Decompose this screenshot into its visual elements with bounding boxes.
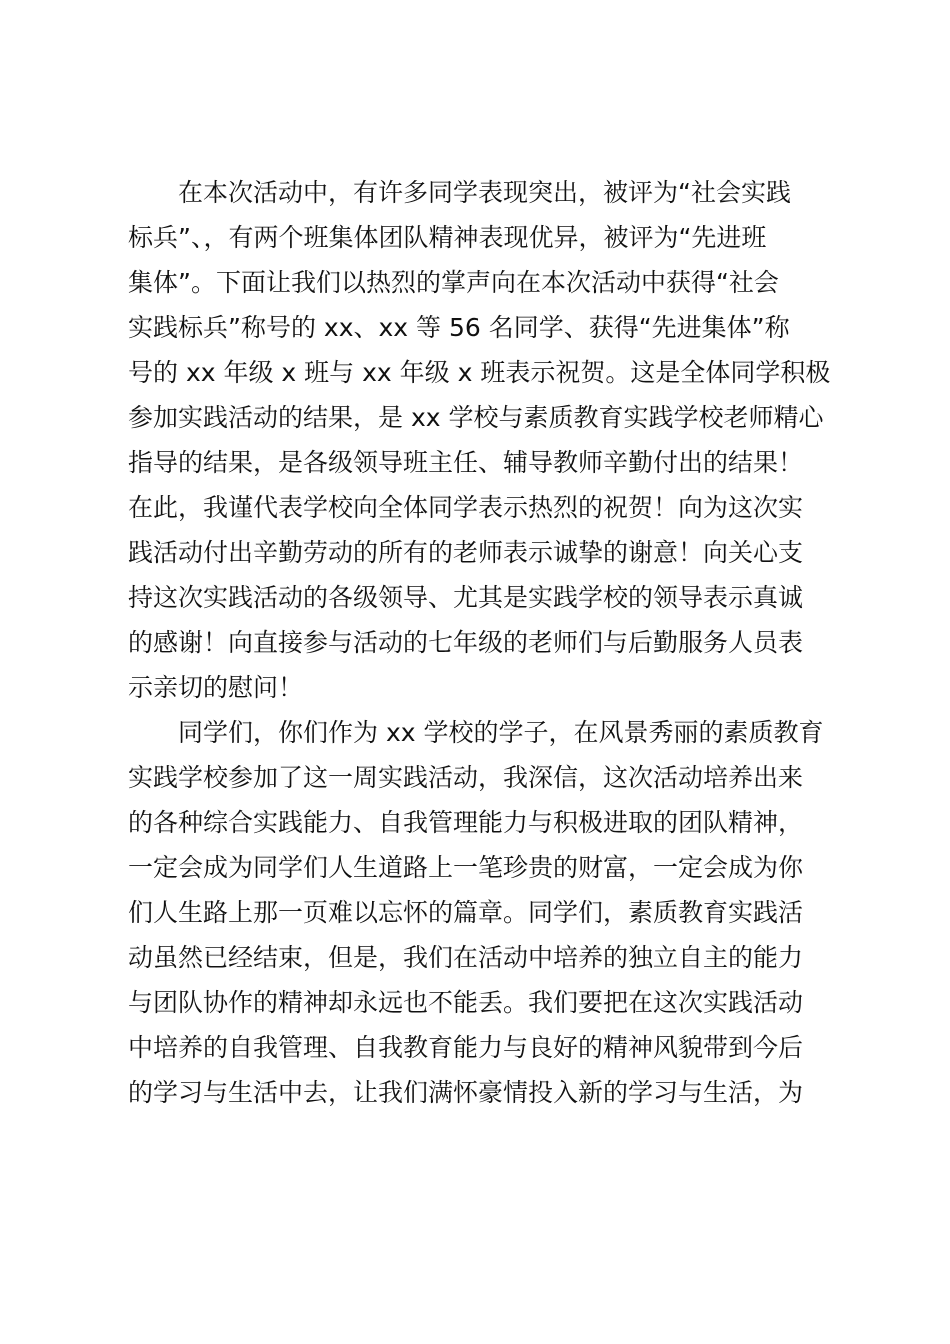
text-line: 在本次活动中，有许多同学表现突出，被评为“社会实践: [178, 178, 791, 207]
text-line: 号的 xx 年级 x 班与 xx 年级 x 班表示祝贺。这是全体同学积极: [128, 358, 831, 387]
paragraph-2: [128, 710, 838, 1115]
text-line: 标兵”、，有两个班集体团队精神表现优异，被评为“先进班: [128, 223, 767, 252]
text-line: 集体”。下面让我们以热烈的掌声向在本次活动中获得“社会: [128, 268, 779, 297]
text-line: 们人生路上那一页难以忘怀的篇章。同学们，素质教育实践活: [128, 898, 804, 927]
text-line: 同学们，你们作为 xx 学校的学子，在风景秀丽的素质教育: [178, 718, 824, 747]
text-line: 在此，我谨代表学校向全体同学表示热烈的祝贺！向为这次实: [128, 493, 804, 522]
text-line: 参加实践活动的结果，是 xx 学校与素质教育实践学校老师精心: [128, 403, 824, 432]
text-line: 践活动付出辛勤劳动的所有的老师表示诚挚的谢意！向关心支: [128, 538, 804, 567]
text-line: 的感谢！向直接参与活动的七年级的老师们与后勤服务人员表: [128, 628, 804, 657]
paragraph-1: [128, 170, 838, 710]
text-line: 的学习与生活中去，让我们满怀豪情投入新的学习与生活，为: [128, 1078, 804, 1107]
text-line: 的各种综合实践能力、自我管理能力与积极进取的团队精神，: [128, 808, 804, 837]
text-line: 动虽然已经结束，但是，我们在活动中培养的独立自主的能力: [128, 943, 804, 972]
text-line: 指导的结果，是各级领导班主任、辅导教师辛勤付出的结果！: [128, 448, 804, 477]
text-line: 示亲切的慰问！: [128, 673, 304, 702]
text-line: 实践标兵”称号的 xx、xx 等 56 名同学、获得“先进集体”称: [128, 313, 790, 342]
text-line: 实践学校参加了这一周实践活动，我深信，这次活动培养出来: [128, 763, 804, 792]
text-line: 与团队协作的精神却永远也不能丢。我们要把在这次实践活动: [128, 988, 804, 1017]
text-line: 一定会成为同学们人生道路上一笔珍贵的财富，一定会成为你: [128, 853, 804, 882]
text-line: 持这次实践活动的各级领导、尤其是实践学校的领导表示真诚: [128, 583, 804, 612]
body-text: [128, 170, 838, 1115]
text-line: 中培养的自我管理、自我教育能力与良好的精神风貌带到今后: [128, 1033, 804, 1062]
